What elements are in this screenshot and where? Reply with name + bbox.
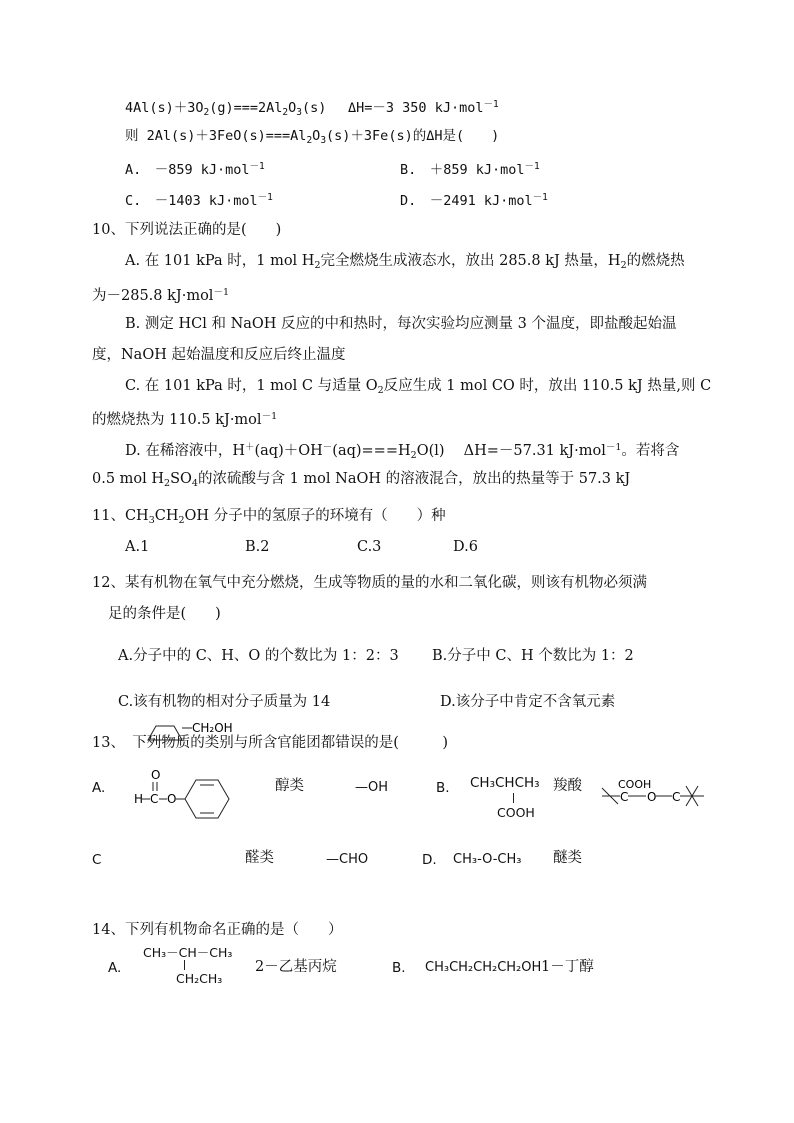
q14-option-a-label: A. bbox=[108, 960, 122, 976]
q14-option-a-bottom: CH₂CH₃ bbox=[176, 971, 223, 986]
q10-stem: 10、下列说法正确的是( ) bbox=[92, 222, 282, 238]
q9-equation-1: $4Al(s)+3O_2(g)===2Al_2O_3(s)$ ΔH=－3 350 kJ·mol$^{-1}$ bbox=[125, 99, 499, 118]
q13-option-c-label: C bbox=[92, 852, 102, 868]
ester-c: C bbox=[150, 792, 159, 806]
q13-option-a-group: —OH bbox=[355, 780, 389, 795]
q13-option-b-label: B. bbox=[436, 780, 450, 796]
ring-label: CH₂OH bbox=[192, 721, 233, 735]
q13-option-b-class: 羧酸 bbox=[553, 778, 582, 794]
q13-option-c-group: —CHO bbox=[326, 852, 369, 867]
q13-option-b-formula: CH₃CHCH₃ bbox=[470, 775, 540, 791]
q13-option-c-class: 醛类 bbox=[245, 850, 274, 866]
q14-option-b-name: 1－丁醇 bbox=[541, 959, 594, 975]
q10-option-a-line1: A. 在 101 kPa 时，1 mol $H_2$完全燃烧生成液态水，放出 285.8 kJ 热量，$H_2$的燃烧热 bbox=[125, 253, 685, 271]
q12-stem-line1: 12、某有机物在氧气中充分燃烧，生成等物质的量的水和二氧化碳，则该有机物必须满 bbox=[92, 575, 647, 591]
q13-option-d-label: D. bbox=[422, 852, 437, 868]
q10-option-a-line2: 为－285.8 kJ·mol$^{-1}$ bbox=[92, 287, 229, 304]
q11-option-a: A.1 bbox=[125, 539, 150, 555]
q10-option-b-line1: B. 测定 HCl 和 NaOH 反应的中和热时，每次实验均应测量 3 个温度，即盐酸起始温 bbox=[125, 316, 677, 332]
q14-stem: 14、下列有机物命名正确的是（ ） bbox=[92, 922, 343, 938]
ester-o: O bbox=[167, 792, 177, 806]
ester-frag-c1: C bbox=[620, 790, 629, 804]
q10-option-b-line2: 度，NaOH 起始温度和反应后终止温度 bbox=[92, 347, 346, 363]
ester-o-top: O bbox=[151, 768, 161, 782]
q9-option-b: B. ＋859 kJ·mol$^{-1}$ bbox=[400, 161, 540, 178]
ether-top-label: COOH bbox=[618, 778, 652, 791]
q9-option-a: A. －859 kJ·mol$^{-1}$ bbox=[125, 161, 265, 178]
q14-option-a-bond bbox=[184, 960, 185, 970]
q13-stem: 13、 下列物质的类别与所含官能团都错误的是( ) bbox=[92, 735, 449, 751]
phenyl-formate-structure bbox=[130, 765, 240, 825]
q13-option-b-cooh: COOH bbox=[497, 805, 535, 820]
q13-option-d-class: 醚类 bbox=[553, 850, 582, 866]
q9-option-d: D. －2491 kJ·mol$^{-1}$ bbox=[400, 192, 548, 209]
q12-option-d: D.该分子中肯定不含氧元素 bbox=[440, 694, 616, 710]
q13-option-b-bond bbox=[513, 793, 514, 803]
ester-h: H bbox=[134, 792, 144, 806]
q11-option-b: B.2 bbox=[245, 539, 270, 555]
q13-option-a-label: A. bbox=[92, 780, 106, 796]
q14-option-a-name: 2－乙基丙烷 bbox=[255, 959, 337, 975]
q10-option-c-line1: C. 在 101 kPa 时，1 mol C 与适量 $O_2$反应生成 1 mol CO 时，放出 110.5 kJ 热量,则 C bbox=[125, 378, 712, 396]
q11-option-c: C.3 bbox=[357, 539, 382, 555]
q11-stem: 11、$CH_3CH_2OH$ 分子中的氢原子的环境有（ ）种 bbox=[92, 508, 446, 526]
q12-option-b: B.分子中 C、H 个数比为 1：2 bbox=[432, 648, 634, 664]
ester-frag-c2: C bbox=[672, 790, 681, 804]
q11-option-d: D.6 bbox=[453, 539, 478, 555]
q13-option-d-formula: CH₃-O-CH₃ bbox=[453, 852, 522, 867]
q14-option-b-formula: CH₃CH₂CH₂CH₂OH bbox=[425, 960, 542, 975]
ester-fragment-structure bbox=[600, 776, 710, 816]
q12-option-c: C.该有机物的相对分子质量为 14 bbox=[118, 694, 331, 710]
q14-option-a-top: CH₃－CH－CH₃ bbox=[143, 945, 233, 960]
q12-option-a: A.分子中的 C、H、O 的个数比为 1：2：3 bbox=[118, 648, 399, 664]
q9-equation-2: 则 $2Al(s)+3FeO(s)===Al_2O_3(s)+3Fe(s)$的ΔH是( ) bbox=[125, 128, 500, 146]
q14-option-b-label: B. bbox=[392, 960, 406, 976]
q10-option-d-line2: 0.5 mol $H_2SO_4$的浓硫酸与含 1 mol NaOH 的溶液混合，放出的热量等于 57.3 kJ bbox=[92, 471, 631, 489]
q10-option-c-line2: 的燃烧热为 110.5 kJ·mol$^{-1}$ bbox=[92, 411, 278, 428]
ester-frag-o: O bbox=[647, 790, 657, 804]
q10-option-d-line1: D. 在稀溶液中，$H^+(aq)+OH^-(aq)===H_2O(l)$ ΔH=－57.31 kJ·mol$^{-1}$。若将含 bbox=[125, 442, 680, 461]
q9-option-c: C. －1403 kJ·mol$^{-1}$ bbox=[125, 192, 273, 209]
q13-option-a-class: 醇类 bbox=[275, 778, 304, 794]
q12-stem-line2: 足的条件是( ) bbox=[108, 606, 221, 622]
